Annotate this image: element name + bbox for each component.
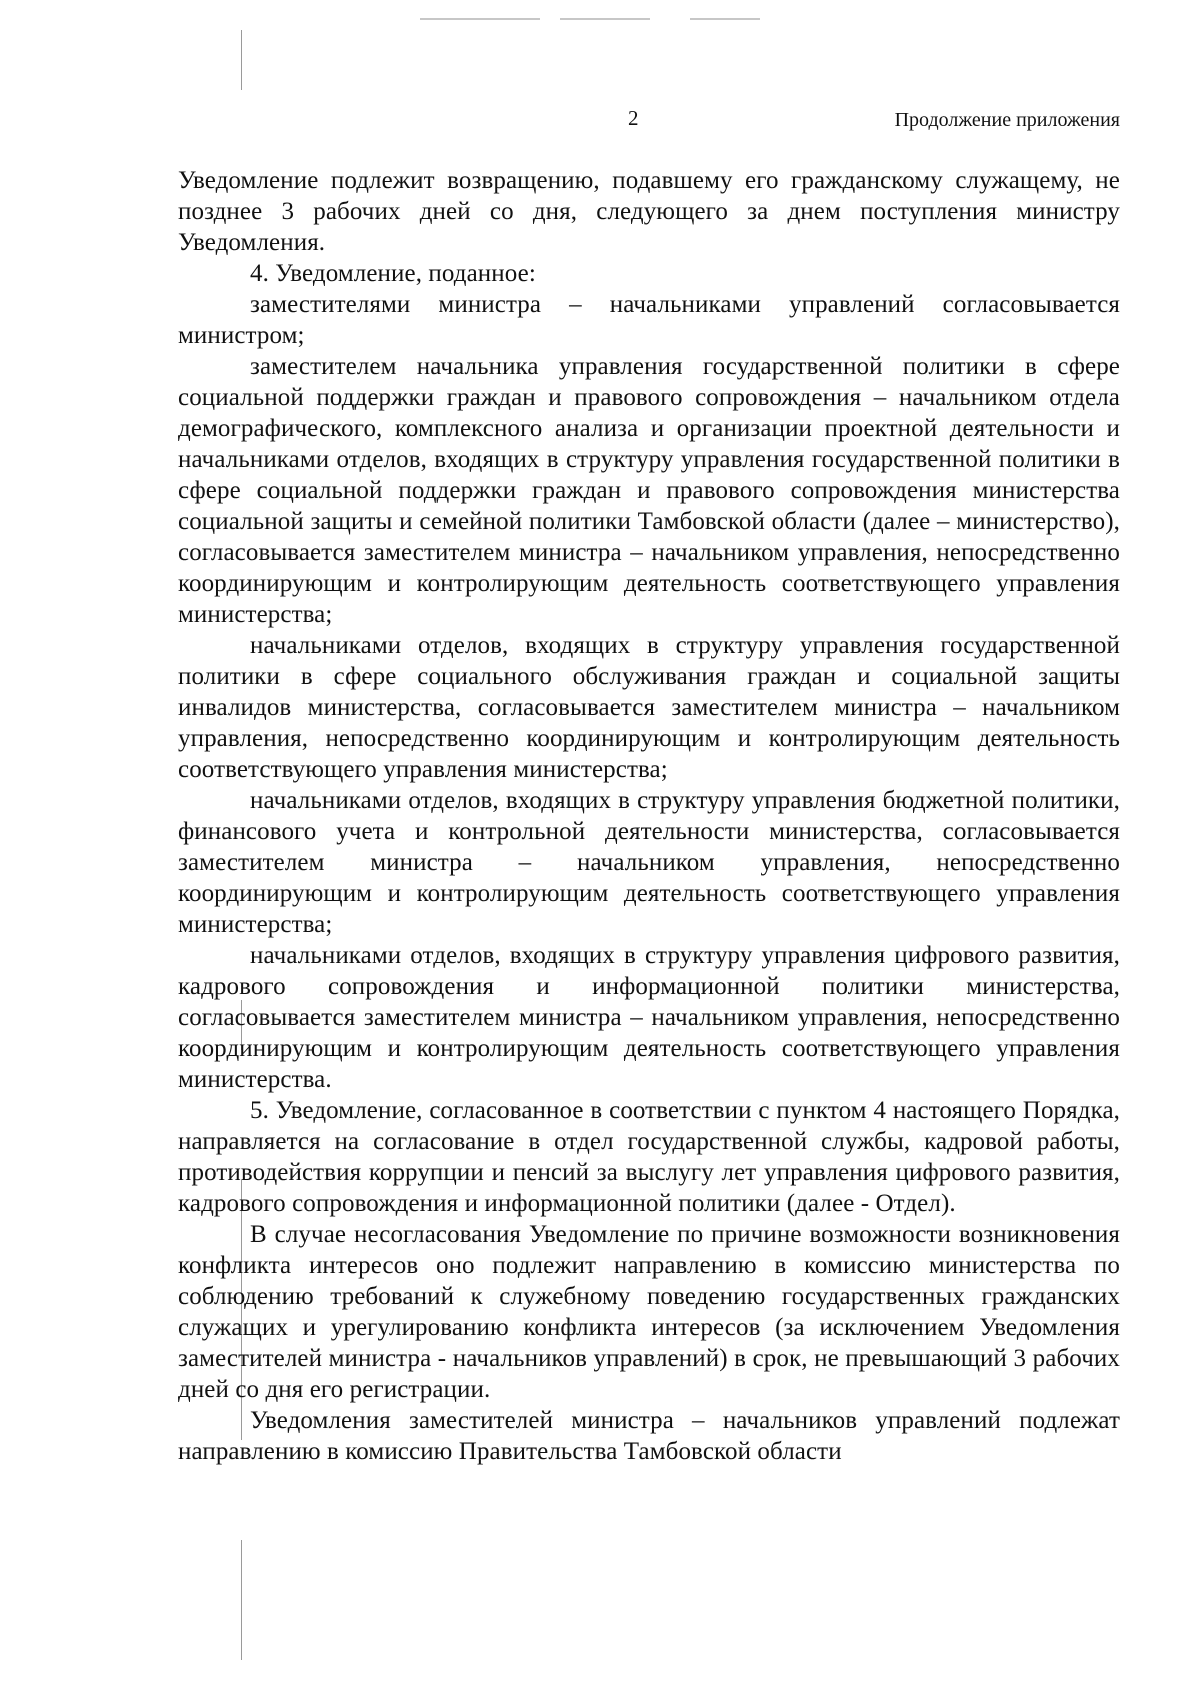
paragraph-item-4: 4. Уведомление, поданное: (250, 260, 536, 287)
page-number: 2 (628, 106, 639, 130)
scan-artifact (560, 18, 650, 20)
paragraph-social-support: заместителем начальника управления государственной политики в сфере социальной поддержки граждан и правового сопровождения – начальником отдела демографического, комплексного анализа и организации проектной деятельности и начальниками отделов, входящих в структуру управления государственной политики в сфере социальной поддержки граждан и правового сопровождения министерства социальной защиты и семейной политики Тамбовской области (далее – министерство), согласовывается заместителем министра – начальником управления, непосредственно координирующим и контролирующим деятельность соответствующего управления министерства; (178, 353, 1120, 628)
paragraph-budget: начальниками отделов, входящих в структуру управления бюджетной политики, финансового учета и контрольной деятельности министерства, согласовывается заместителем министра – начальником управления, непосредственно координирующим и контролирующим деятельность соответствующего управления министерства; (178, 787, 1120, 938)
document-body (178, 165, 1120, 1467)
paragraph-digital: начальниками отделов, входящих в структуру управления цифрового развития, кадрового сопровождения и информационной политики министерства, согласовывается заместителем министра – начальником управления, непосредственно координирующим и контролирующим деятельность соответствующего управления министерства. (178, 942, 1120, 1093)
scan-artifact (241, 30, 242, 90)
scan-artifact (690, 18, 760, 20)
paragraph-disagreement: В случае несогласования Уведомление по причине возможности возникновения конфликта интересов оно подлежит направлению в комиссию министерства по соблюдению требований к служебному поведению государственных гражданских служащих и урегулированию конфликта интересов (за исключением Уведомления заместителей министра - начальников управлений) в срок, не превышающий 3 рабочих дней со дня его регистрации. (178, 1221, 1120, 1403)
paragraph-deputies: заместителями министра – начальниками управлений согласовывается министром; (178, 291, 1120, 349)
paragraph-return-notice: Уведомление подлежит возвращению, подавшему его гражданскому служащему, не позднее 3 рабочих дней со дня, следующего за днем поступления министру Уведомления. (178, 167, 1120, 256)
scan-artifact (241, 1540, 242, 1660)
scan-artifact (420, 18, 540, 20)
paragraph-item-5: 5. Уведомление, согласованное в соответствии с пунктом 4 настоящего Порядка, направляется на согласование в отдел государственной службы, кадровой работы, противодействия коррупции и пенсий за выслугу лет управления цифрового развития, кадрового сопровождения и информационной политики (далее - Отдел). (178, 1097, 1120, 1217)
paragraph-social-service: начальниками отделов, входящих в структуру управления государственной политики в сфере социального обслуживания граждан и социальной защиты инвалидов министерства, согласовывается заместителем министра – начальником управления, непосредственно координирующим и контролирующим деятельность соответствующего управления министерства; (178, 632, 1120, 783)
continuation-label: Продолжение приложения (894, 109, 1120, 131)
paragraph-deputy-notices: Уведомления заместителей министра – начальников управлений подлежат направлению в комиссию Правительства Тамбовской области (178, 1407, 1120, 1465)
